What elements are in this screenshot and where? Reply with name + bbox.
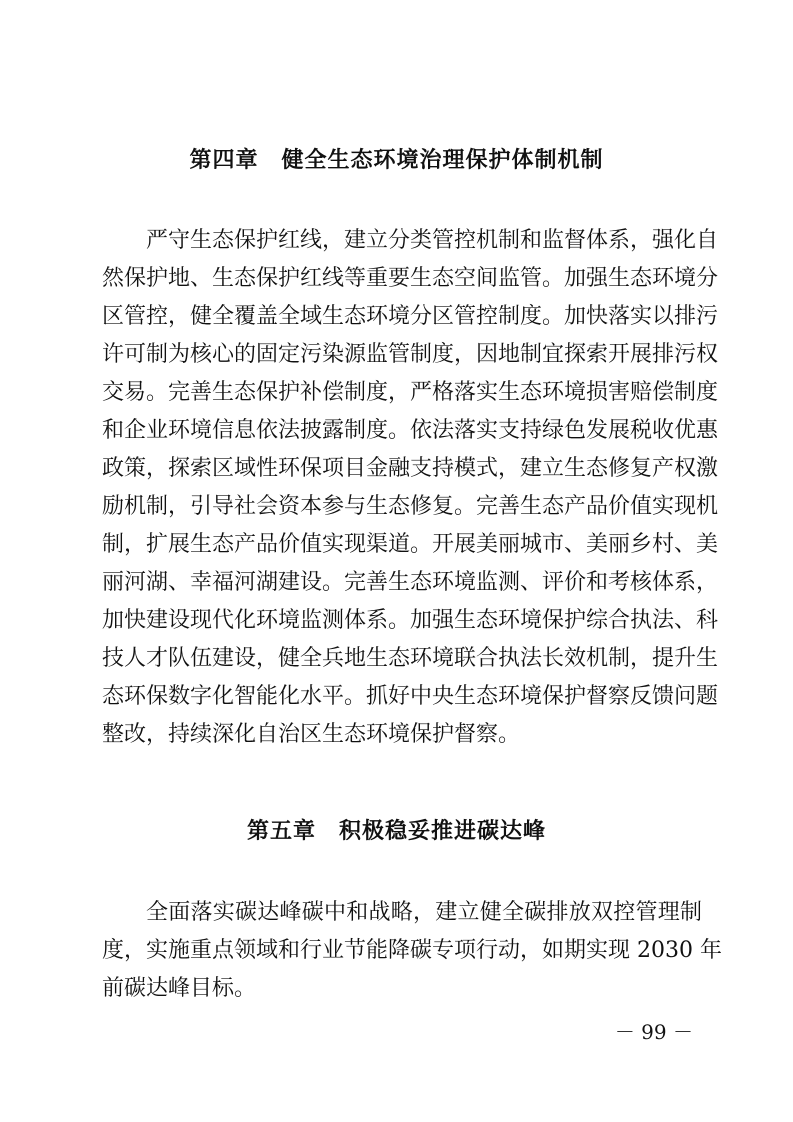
chapter-4-line-12: 技人才队伍建设，健全兵地生态环境联合执法长效机制，提升生 (102, 646, 719, 671)
chapter-5-title: 第五章 积极稳妥推进碳达峰 (246, 818, 546, 844)
chapter-5-line-2: 度，实施重点领域和行业节能降碳专项行动，如期实现 2030 年 (102, 938, 722, 963)
chapter-4-line-7: 政策，探索区域性环保项目金融支持模式，建立生态修复产权激 (102, 456, 719, 481)
chapter-4-line-11: 加快建设现代化环境监测体系。加强生态环境保护综合执法、科 (102, 608, 719, 633)
page-number: － 99 － (614, 1020, 693, 1044)
chapter-4-line-8: 励机制，引导社会资本参与生态修复。完善生态产品价值实现机 (102, 494, 719, 519)
chapter-4-line-9: 制，扩展生态产品价值实现渠道。开展美丽城市、美丽乡村、美 (102, 532, 719, 557)
chapter-4-line-3: 区管控，健全覆盖全域生态环境分区管控制度。加快落实以排污 (102, 304, 719, 329)
chapter-4-line-10: 丽河湖、幸福河湖建设。完善生态环境监测、评价和考核体系， (102, 570, 719, 595)
chapter-4-line-4: 许可制为核心的固定污染源监管制度，因地制宜探索开展排污权 (102, 342, 719, 367)
chapter-4-title: 第四章 健全生态环境治理保护体制机制 (189, 147, 604, 173)
chapter-4-line-6: 和企业环境信息依法披露制度。依法落实支持绿色发展税收优惠 (102, 418, 719, 443)
chapter-4-line-5: 交易。完善生态保护补偿制度，严格落实生态环境损害赔偿制度 (102, 380, 719, 405)
chapter-4-line-14: 整改，持续深化自治区生态环境保护督察。 (102, 722, 521, 747)
chapter-5-line-1: 全面落实碳达峰碳中和战略，建立健全碳排放双控管理制 (146, 900, 702, 925)
chapter-4-line-2: 然保护地、生态保护红线等重要生态空间监管。加强生态环境分 (102, 266, 719, 291)
chapter-4-line-1: 严守生态保护红线，建立分类管控机制和监督体系，强化自 (146, 228, 719, 253)
chapter-5-line-3: 前碳达峰目标。 (102, 976, 257, 1001)
chapter-4-line-13: 态环保数字化智能化水平。抓好中央生态环境保护督察反馈问题 (102, 684, 719, 709)
